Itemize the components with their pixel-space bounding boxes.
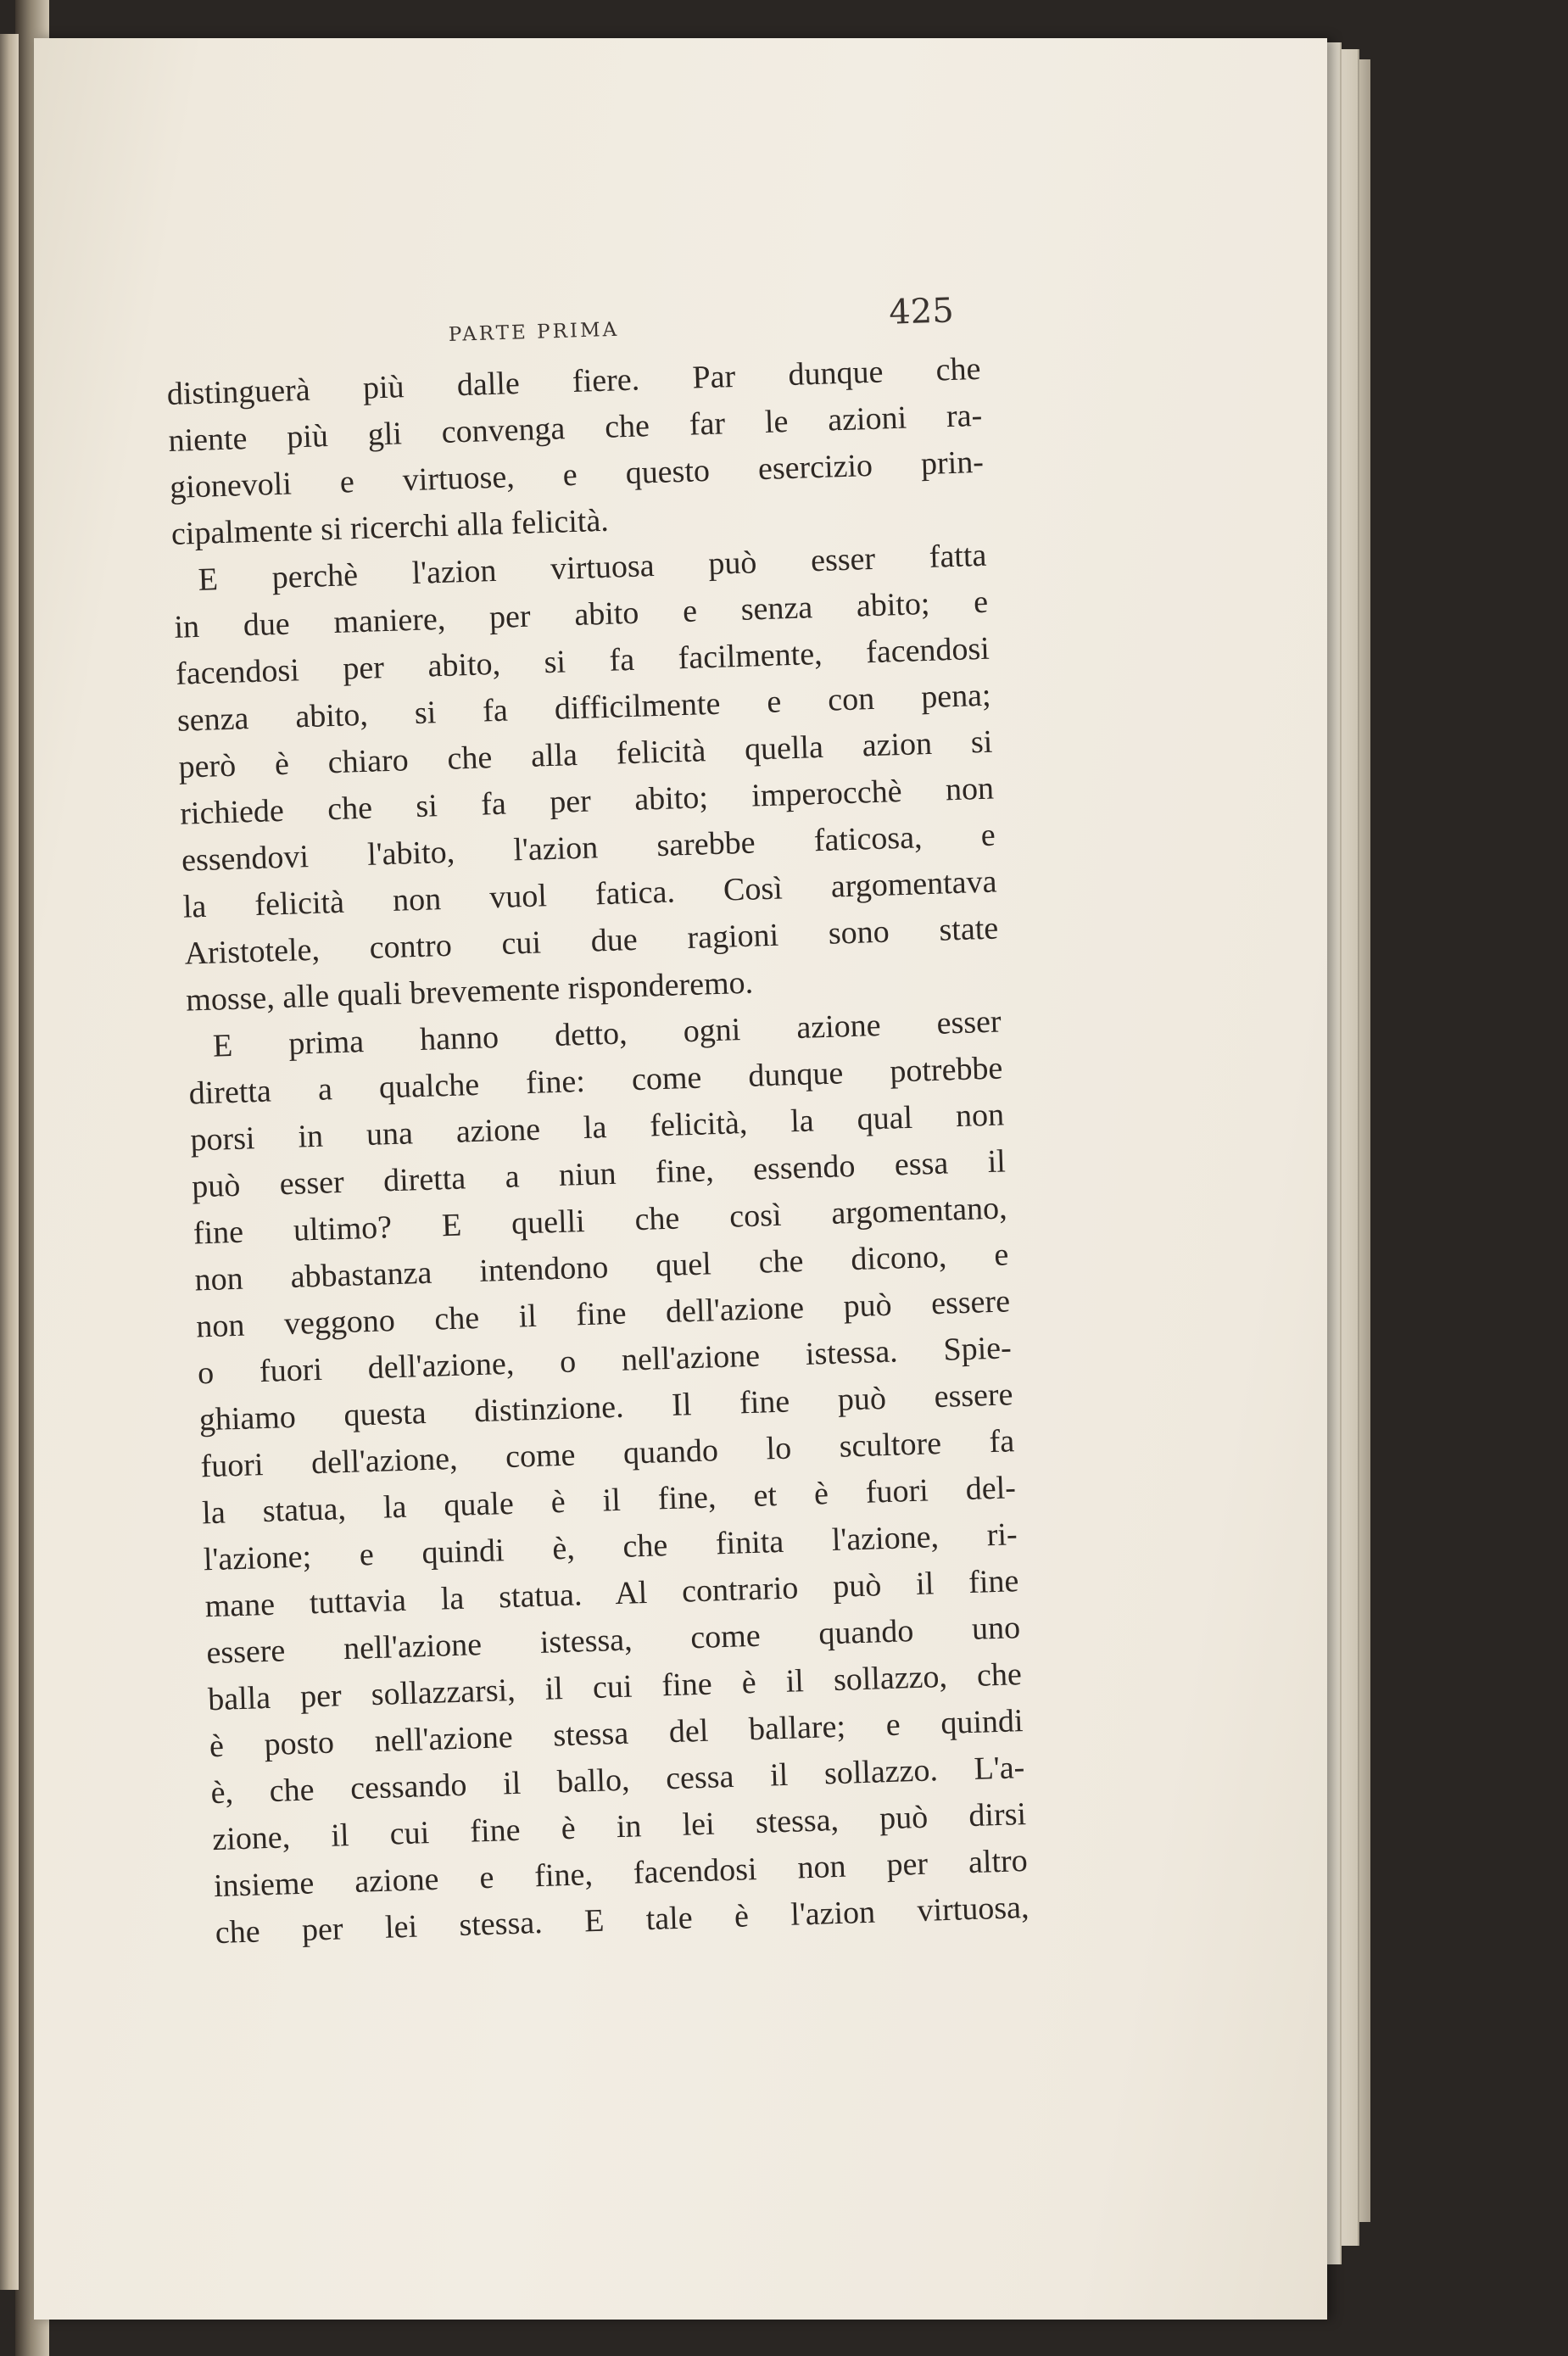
text-line: non abbastanza intendono quel che dicono, e [194,1237,1009,1298]
text-line: la statua, la quale è il fine, et è fuori del- [201,1470,1017,1532]
text-line: E prima hanno detto, ogni azione esser [212,1003,1002,1064]
text-line: distinguerà più dalle fiere. Par dunque che [166,350,982,412]
text-line: insieme azione e fine, facendosi non per altro [213,1842,1029,1905]
text-line: la felicità non vuol fatica. Così argomentava [182,863,998,925]
text-line: o fuori dell'azione, o nell'azione istessa. Spie- [197,1330,1013,1392]
text-line: richiede che si fa per abito; imperocchè non [179,770,995,832]
text-line: ghiamo questa distinzione. Il fine può essere [198,1376,1014,1438]
text-line: balla per sollazzarsi, il cui fine è il sollazzo, che [207,1656,1023,1718]
text-line: senza abito, si fa difficilmente e con pena; [176,677,992,739]
text-line: cipalmente si ricerchi alla felicità. [170,502,610,552]
text-line: fine ultimo? E quelli che così argomentano, [193,1190,1008,1252]
text-line: zione, il cui fine è in lei stessa, può dirsi [211,1796,1027,1858]
text-line: porsi in una azione la felicità, la qual non [189,1097,1005,1158]
text-line: in due maniere, per abito e senza abito; e [173,583,989,645]
text-line: non veggono che il fine dell'azione può essere [195,1283,1011,1345]
text-line: mane tuttavia la statua. Al contrario può il fine [204,1563,1019,1625]
text-line: essere nell'azione istessa, come quando uno [205,1610,1021,1672]
text-line: E perchè l'azion virtuosa può esser fatta [198,537,987,598]
text-line: Aristotele, contro cui due ragioni sono state [183,910,999,972]
body-text [166,346,1030,1957]
left-page-edge [0,34,19,2290]
text-line: diretta a qualche fine: come dunque potrebbe [188,1050,1003,1112]
text-line: fuori dell'azione, come quando lo scultore fa [199,1423,1015,1485]
text-line: che per lei stessa. E tale è l'azion virtuosa, [215,1889,1030,1951]
page-number: 425 [888,291,955,332]
text-line: è, che cessando il ballo, cessa il sollazzo. L'a- [210,1750,1025,1812]
text-line: gionevoli e virtuose, e questo esercizio prin- [169,444,985,505]
text-line: è posto nell'azione stessa del ballare; e quindi [209,1703,1024,1765]
text-line: essendovi l'abito, l'azion sarebbe faticosa, e [181,817,996,879]
text-line: mosse, alle quali brevemente risponderemo. [185,964,754,1019]
text-line: però è chiaro che alla felicità quella azion si [178,723,993,785]
text-line: può esser diretta a niun fine, essendo essa il [191,1143,1007,1205]
text-line: l'azione; e quindi è, che finita l'azione, ri- [203,1516,1018,1578]
text-line: niente più gli convenga che far le azioni ra- [167,397,983,459]
text-line: facendosi per abito, si fa facilmente, facendosi [175,630,990,692]
running-title: PARTE PRIMA [448,318,620,347]
